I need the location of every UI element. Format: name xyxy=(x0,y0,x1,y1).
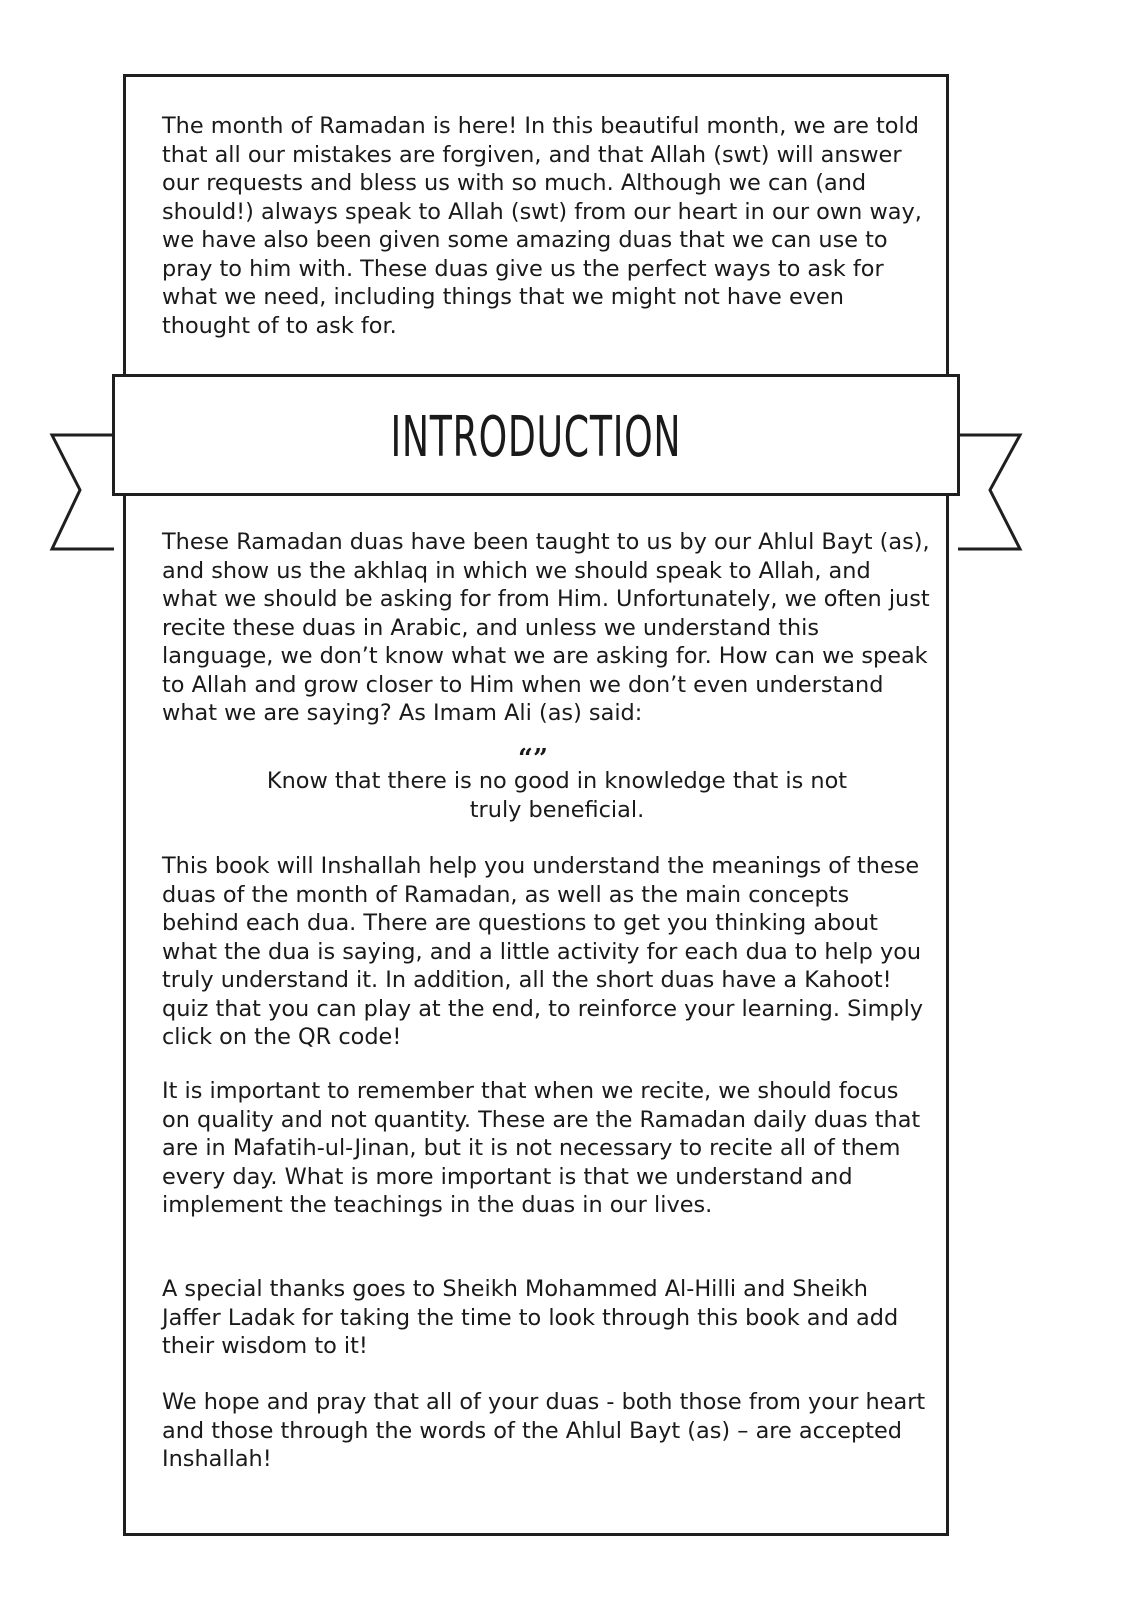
page-title: INTRODUCTION xyxy=(390,404,682,470)
imam-ali-quote: Know that there is no good in knowledge that is not truly beneficial. xyxy=(266,768,848,823)
intro-paragraph-top: The month of Ramadan is here! In this beautiful month, we are told that all our mistakes are forgiven, and that Allah (swt) will answer our requests and bless us with so much. Although we can (and should!) always speak to Allah (swt) from our heart in our own way, we have also been given some amazing duas that we can use to pray to him with. These duas give us the perfect ways to ask for what we need, including things that we might not have even thought of to ask for. xyxy=(162,113,922,339)
paragraph-quality: It is important to remember that when we recite, we should focus on quality and not quantity. These are the Ramadan daily duas that are in Mafatih-ul-Jinan, but it is not necessary to recite all of them every day. What is more important is that we understand and implement the teachings in the duas in our lives. xyxy=(162,1078,921,1218)
paragraph-thanks: A special thanks goes to Sheikh Mohammed Al-Hilli and Sheikh Jaffer Ladak for taking the time to look through this book and add their wisdom to it! xyxy=(162,1276,899,1359)
quote-icon: “” xyxy=(518,744,548,774)
paragraph-book: This book will Inshallah help you understand the meanings of these duas of the month of Ramadan, as well as the main concepts behind each dua. There are questions to get you thinking about what the dua is saying, and a little activity for each dua to help you truly understand it. In addition, all the short duas have a Kahoot! quiz that you can play at the end, to reinforce your learning. Simply click on the QR code! xyxy=(162,853,924,1050)
title-banner xyxy=(112,374,960,496)
paragraph-hope: We hope and pray that all of your duas - both those from your heart and those through the words of the Ahlul Bayt (as) – are accepted Inshallah! xyxy=(162,1389,926,1472)
ribbon-tail-right xyxy=(958,435,1020,549)
ribbon-tail-left xyxy=(52,435,114,549)
paragraph-duas: These Ramadan duas have been taught to us by our Ahlul Bayt (as), and show us the akhlaq in which we should speak to Allah, and what we should be asking for from Him. Unfortunately, we often just recite these duas in Arabic, and unless we understand this language, we don’t know what we are asking for. How can we speak to Allah and grow closer to Him when we don’t even understand what we are saying? As Imam Ali (as) said: xyxy=(162,529,930,726)
